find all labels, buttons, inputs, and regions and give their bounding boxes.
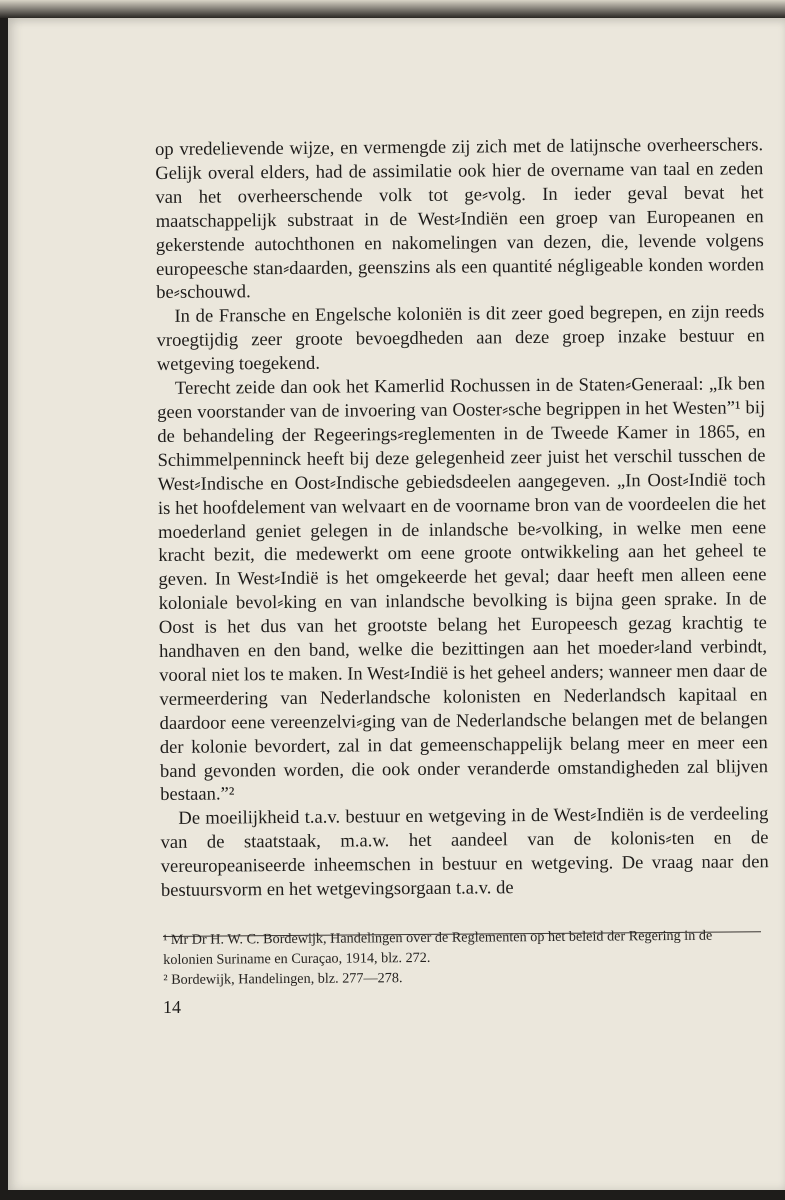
paragraph-3: Terecht zeide dan ook het Kamerlid Rochussen in de Staten⸗Generaal: „Ik ben geen voorstander van de invoering van Ooster⸗sche begrippen in het Westen”¹ bij de behandeling der Regeerings⸗reglementen in de Tweede Kamer in 1865, en Schimmelpenninck heeft bij deze gelegenheid zeer juist het verschil tusschen de West⸗Indische en Oost⸗Indische gebiedsdeelen aangegeven. „In Oost⸗Indië toch is het hoofdelement van welvaart en de voorname bron van de voordeelen die het moederland geniet gelegen in de inlandsche be⸗volking, in welke men eene kracht bezit, die medewerkt om eene groote ontwikkeling aan het geheel te geven. In West⸗Indië is het omgekeerde het geval; daar heeft men alleen eene koloniale bevol⸗king en van inlandsche bevolking is bijna geen sprake. In de Oost is het dus van het grootste belang het Europeesch gezag krachtig te handhaven en den band, welke die bezittingen aan het moeder⸗land verbindt, vooral niet los te maken. In West⸗Indië is het geheel anders; wanneer men daar de vermeerdering van Nederlandsche kolonisten en Nederlandsch kapitaal en daardoor eene vereenzelvi⸗ging van de Nederlandsche belangen met de belangen der kolonie bevordert, zal in dat gemeenschappelijk belang meer en meer een band gevonden worden, die ook onder veranderde omstandigheden zal blijven bestaan.”² (157, 373, 769, 806)
paragraph-4: De moeilijkheid t.a.v. bestuur en wetgeving in de West⸗Indiën is de verdeeling van de staatstaak, m.a.w. het aandeel van de kolonis⸗ten en de vereuropeaniseerde inheemschen in bestuur en wetgeving. De vraag naar den bestuursvorm en het wetgevingsorgaan t.a.v. de (160, 803, 769, 902)
paragraph-2: In de Fransche en Engelsche koloniën is dit zeer goed begrepen, en zijn reeds vroegtijdig zeer groote bevoegdheden aan deze groep inzake bestuur en wetgeving toegekend. (156, 301, 765, 376)
body-text (155, 133, 769, 903)
page-top-edge (0, 0, 785, 18)
footnote-1: ¹ Mr Dr H. W. C. Bordewijk, Handelingen over de Reglementen op het beleid der Regering in de kolonien Suriname en Curaçao, 1914, blz. 272. (163, 927, 713, 968)
footnotes (163, 925, 763, 990)
page-number: 14 (163, 997, 181, 1017)
footnote-2: ² Bordewijk, Handelingen, blz. 277—278. (163, 970, 403, 988)
paragraph-1: op vredelievende wijze, en vermengde zij zich met de latijnsche overheerschers. Gelijk overal elders, had de assimilatie ook hier de overname van taal en zeden van het overheerschende volk tot ge⸗volg. In ieder geval bevat het maatschappelijk substraat in de West⸗Indiën een groep van Europeanen en gekerstende autochthonen en nakomelingen van dezen, die, levende volgens europeesche stan⸗daarden, geenszins als een quantité négligeable konden worden be⸗schouwd. (155, 134, 765, 304)
